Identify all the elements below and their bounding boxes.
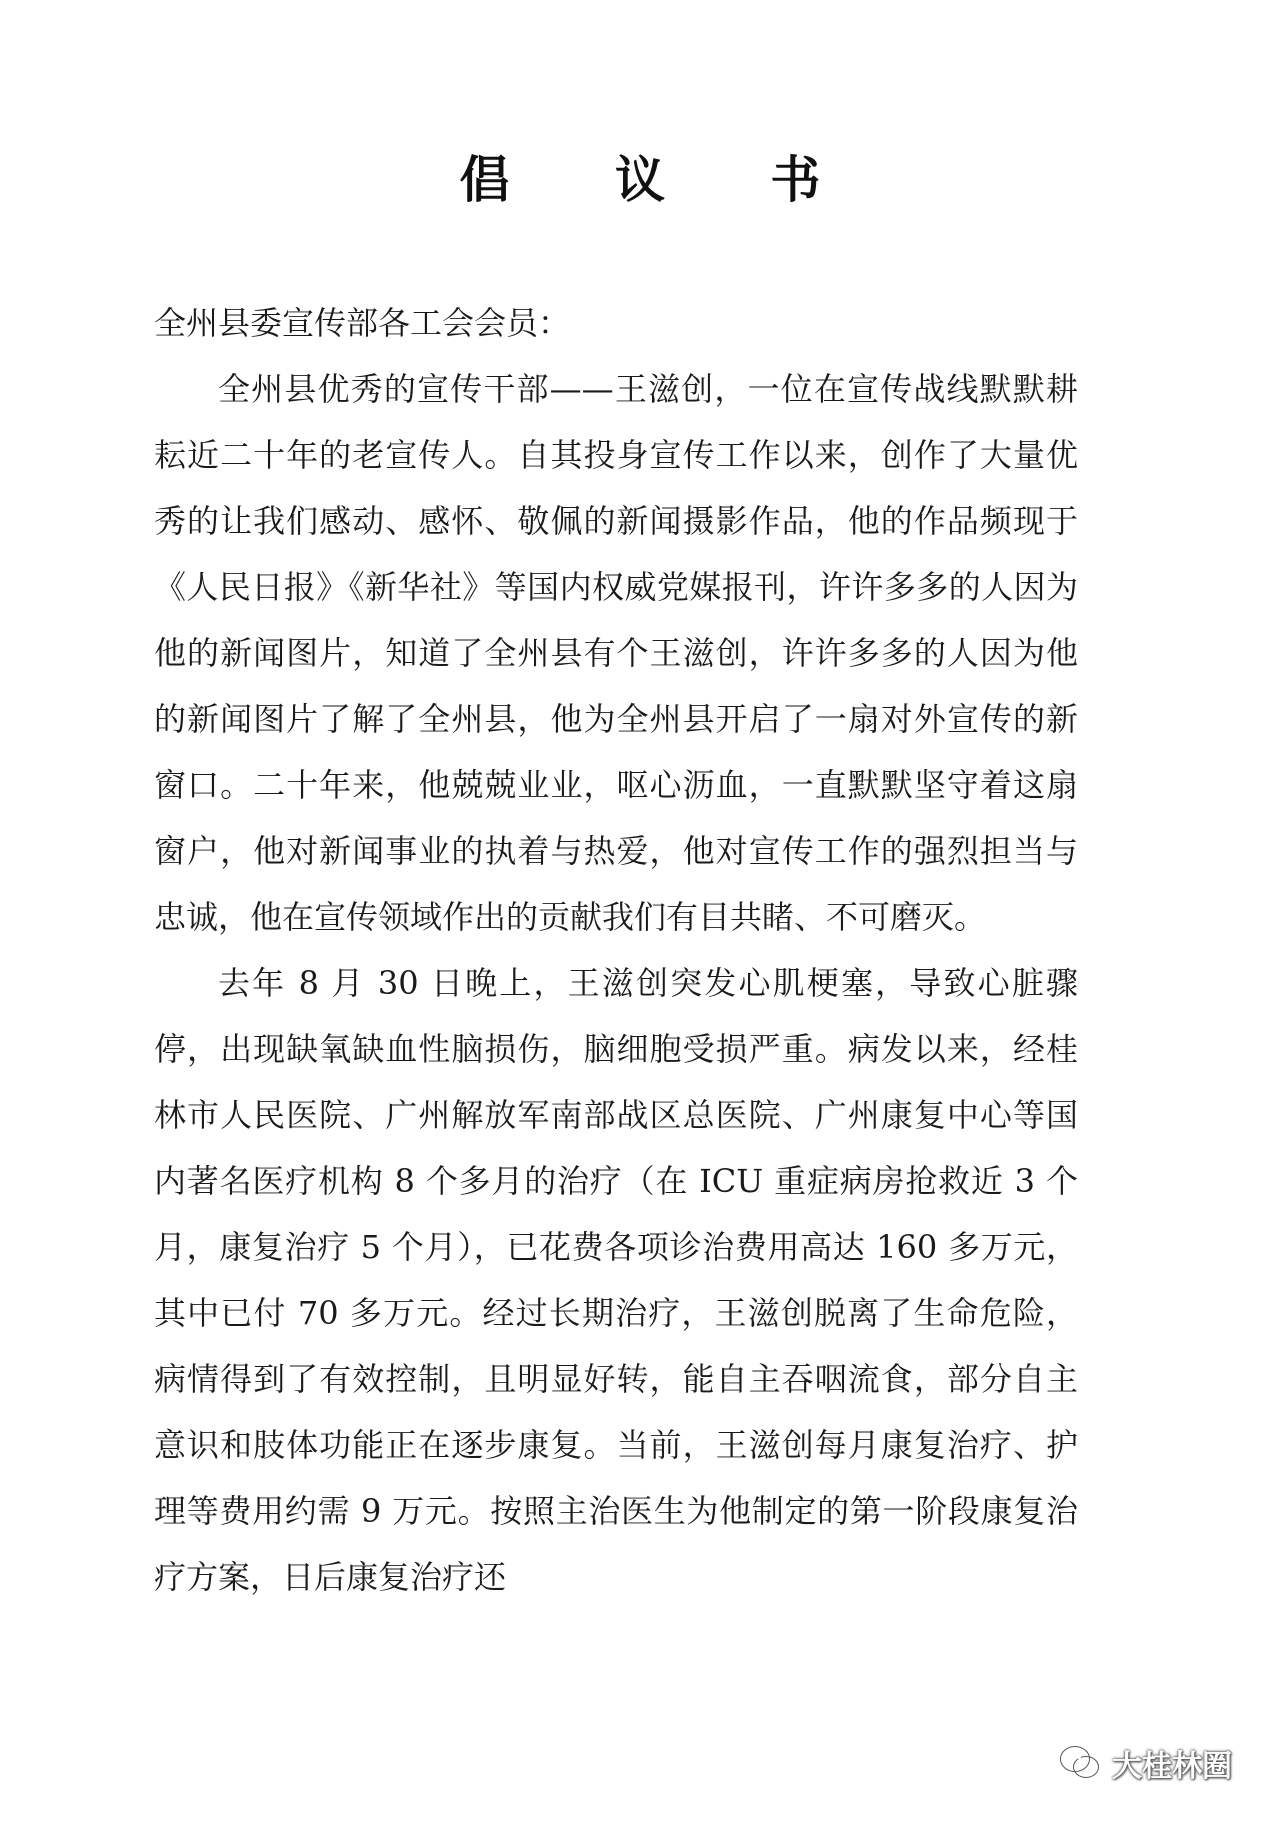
document-body: [154, 290, 1078, 1610]
wechat-icon: [1058, 1741, 1102, 1785]
watermark: [1058, 1741, 1232, 1785]
document-title: 倡 议 书: [459, 151, 865, 209]
paragraph-1: 全州县优秀的宣传干部——王滋创，一位在宣传战线默默耕耘近二十年的老宣传人。自其投身宣传工作以来，创作了大量优秀的让我们感动、感怀、敬佩的新闻摄影作品，他的作品频现于《人民日报》《新华社》等国内权威党媒报刊，许许多多的人因为他的新闻图片，知道了全州县有个王滋创，许许多多的人因为他的新闻图片了解了全州县，他为全州县开启了一扇对外宣传的新窗口。二十年来，他兢兢业业，呕心沥血，一直默默坚守着这扇窗户，他对新闻事业的执着与热爱，他对宣传工作的强烈担当与忠诚，他在宣传领域作出的贡献我们有目共睹、不可磨灭。: [154, 370, 1078, 936]
paragraph-2: 去年 8 月 30 日晚上，王滋创突发心肌梗塞，导致心脏骤停，出现缺氧缺血性脑损伤，脑细胞受损严重。病发以来，经桂林市人民医院、广州解放军南部战区总医院、广州康复中心等国内著名医疗机构 8 个多月的治疗（在 ICU 重症病房抢救近 3 个月，康复治疗 5 个月），已花费各项诊治费用高达 160 多万元，其中已付 70 多万元。经过长期治疗，王滋创脱离了生命危险，病情得到了有效控制，且明显好转，能自主吞咽流食，部分自主意识和肢体功能正在逐步康复。当前，王滋创每月康复治疗、护理等费用约需 9 万元。按照主治医生为他制定的第一阶段康复治疗方案，日后康复治疗还: [154, 964, 1078, 1596]
watermark-text: 大桂林圈: [1112, 1749, 1232, 1784]
salutation: 全州县委宣传部各工会会员：: [154, 304, 571, 342]
